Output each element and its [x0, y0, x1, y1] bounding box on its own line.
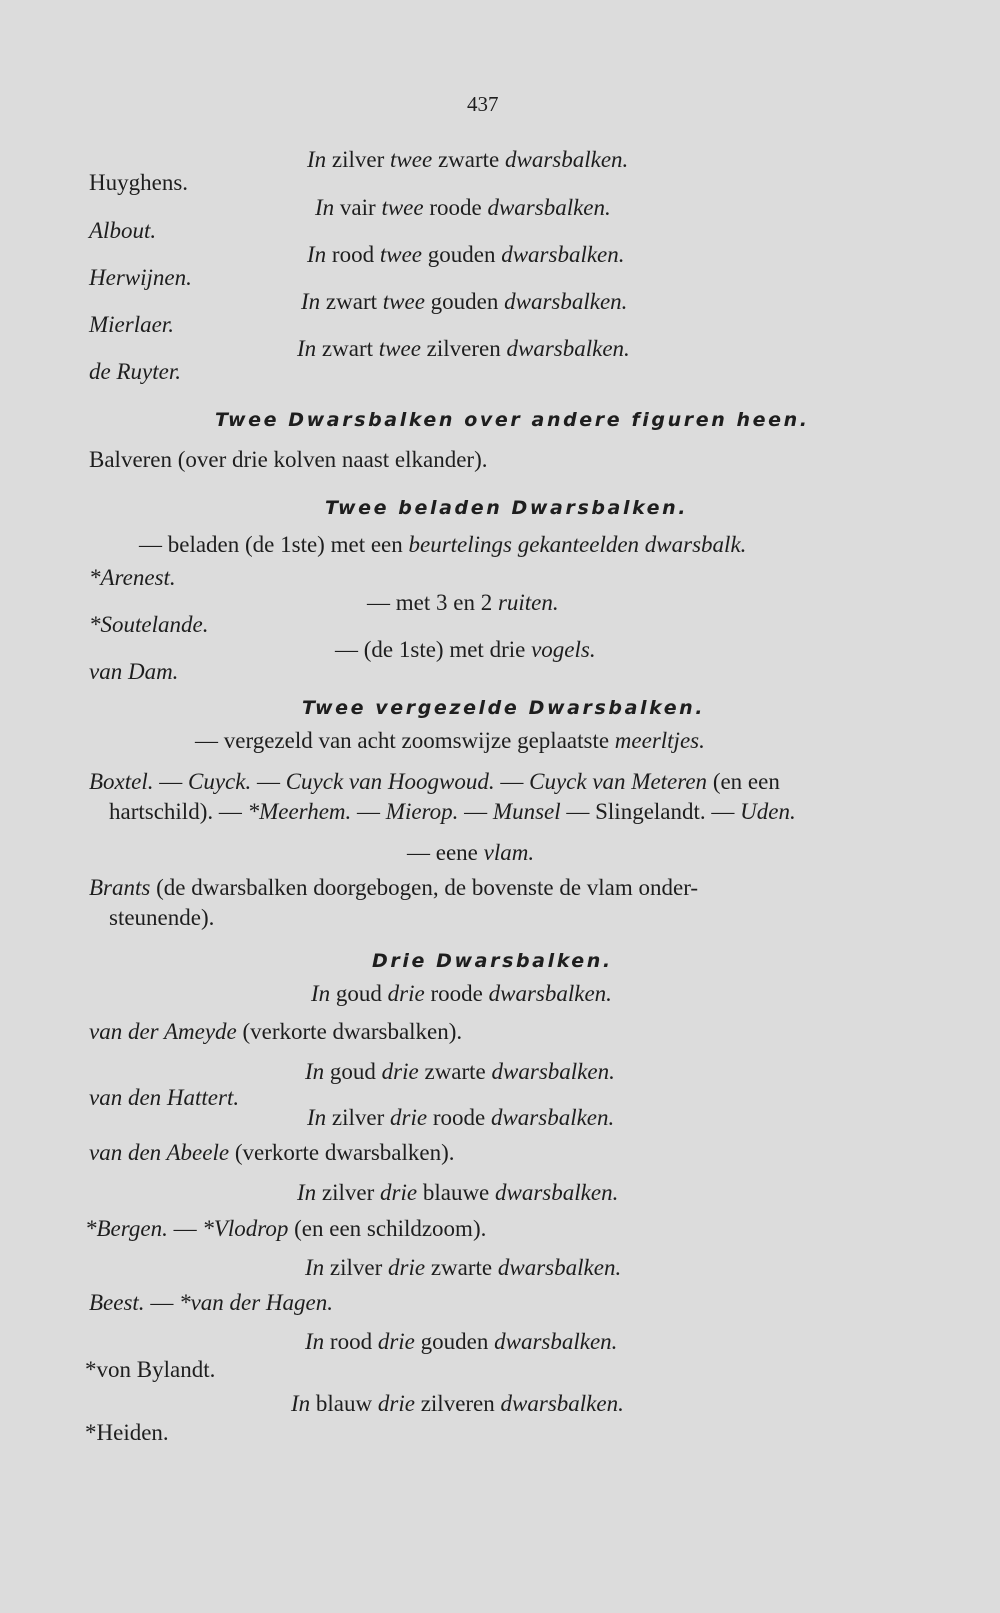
section-heading: Twee Dwarsbalken over andere figuren heen. [215, 409, 810, 431]
blazon-line: In zilver drie blauwe dwarsbalken. [297, 1180, 619, 1205]
entry-text: Beest. — *van der Hagen. [89, 1290, 333, 1315]
family-name: Huyghens. [89, 170, 189, 195]
family-name: Mierlaer. [89, 312, 174, 337]
blazon-line: In zilver drie zwarte dwarsbalken. [305, 1255, 622, 1280]
section-heading: Twee beladen Dwarsbalken. [325, 497, 689, 519]
entry-text: Boxtel. — Cuyck. — Cuyck van Hoogwoud. — Cuyck van Meteren (en een [89, 769, 780, 794]
entry-text: — (de 1ste) met drie vogels. [335, 637, 596, 662]
entry-text: van der Ameyde (verkorte dwarsbalken). [89, 1019, 463, 1044]
family-name: *Soutelande. [89, 612, 209, 637]
family-name: van Dam. [89, 659, 179, 684]
blazon-line: In goud drie roode dwarsbalken. [311, 981, 612, 1006]
blazon-line: In zwart twee gouden dwarsbalken. [301, 289, 628, 314]
blazon-line: In zwart twee zilveren dwarsbalken. [297, 336, 630, 361]
blazon-line: In vair twee roode dwarsbalken. [315, 195, 611, 220]
blazon-line: In zilver twee zwarte dwarsbalken. [307, 147, 629, 172]
blazon-line: In rood drie gouden dwarsbalken. [305, 1329, 618, 1354]
section-heading: Drie Dwarsbalken. [372, 950, 613, 972]
entry-text: hartschild). — *Meerhem. — Mierop. — Munsel — Slingelandt. — Uden. [109, 799, 796, 824]
entry-text: steunende). [109, 905, 215, 930]
family-name: *Heiden. [85, 1420, 169, 1445]
entry-text: Balveren (over drie kolven naast elkander). [89, 447, 488, 472]
page-number: 437 [467, 92, 499, 116]
entry-text: — eene vlam. [407, 840, 535, 865]
blazon-line: In zilver drie roode dwarsbalken. [307, 1105, 615, 1130]
family-name: de Ruyter. [89, 359, 181, 384]
blazon-line: In blauw drie zilveren dwarsbalken. [291, 1391, 624, 1416]
family-name: Herwijnen. [89, 265, 192, 290]
entry-text: Brants (de dwarsbalken doorgebogen, de bovenste de vlam onder- [89, 875, 699, 900]
entry-text: — met 3 en 2 ruiten. [367, 590, 559, 615]
section-heading: Twee vergezelde Dwarsbalken. [302, 697, 706, 719]
entry-text: — beladen (de 1ste) met een beurtelings gekanteelden dwarsbalk. [139, 532, 747, 557]
family-name: Albout. [89, 218, 157, 243]
family-name: *von Bylandt. [85, 1357, 216, 1382]
family-name: van den Hattert. [89, 1085, 240, 1110]
blazon-line: In rood twee gouden dwarsbalken. [307, 242, 625, 267]
blazon-line: In goud drie zwarte dwarsbalken. [305, 1059, 615, 1084]
entry-text: van den Abeele (verkorte dwarsbalken). [89, 1140, 455, 1165]
entry-text: *Bergen. — *Vlodrop (en een schildzoom). [85, 1216, 487, 1241]
family-name: *Arenest. [89, 565, 176, 590]
entry-text: — vergezeld van acht zoomswijze geplaatste meerltjes. [195, 728, 705, 753]
